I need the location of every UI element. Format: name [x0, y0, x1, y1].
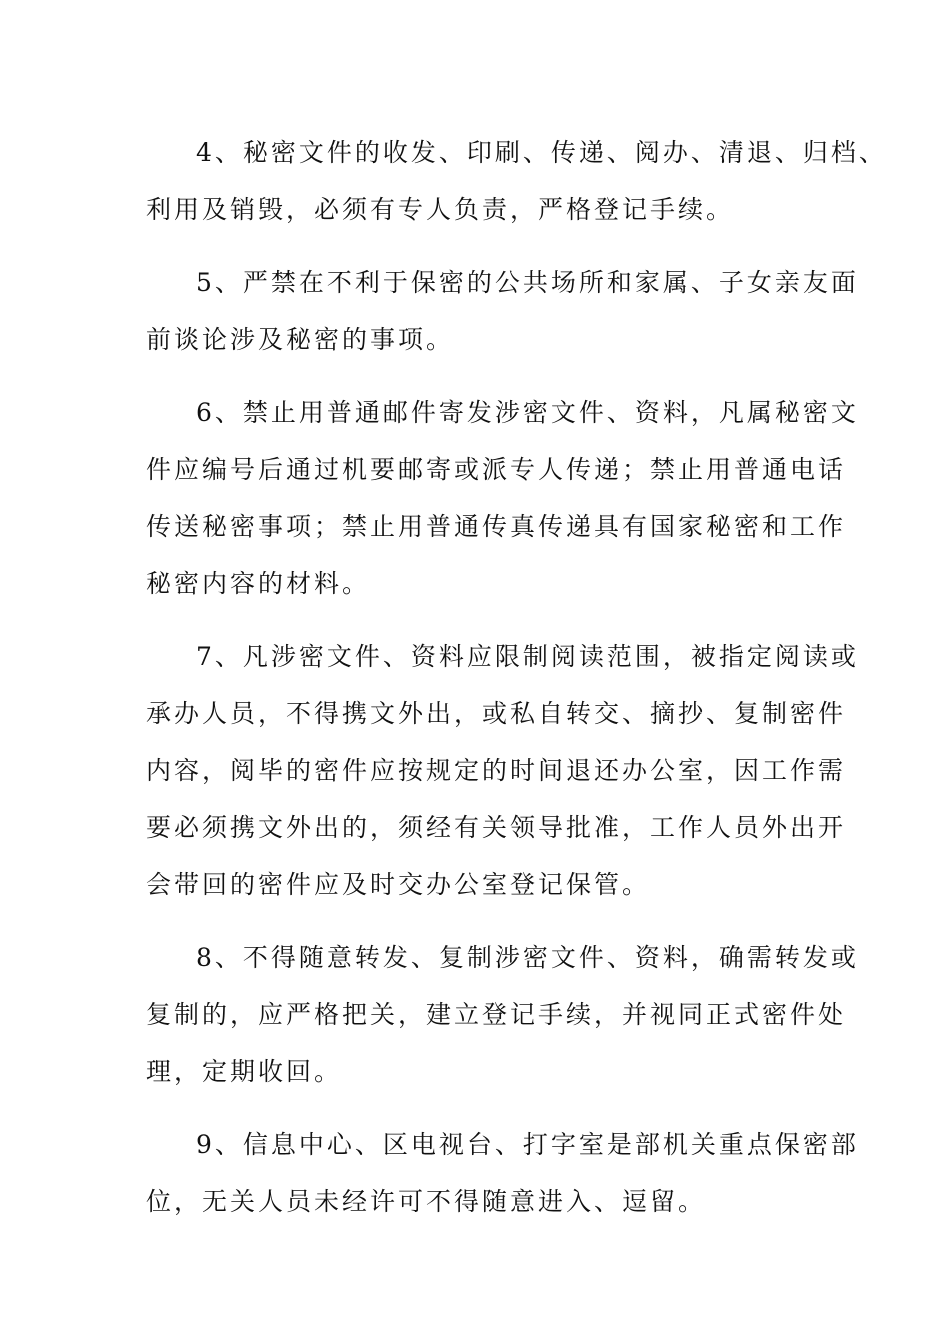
paragraph-item-8: [146, 929, 859, 1100]
paragraph-line: 8、不得随意转发、复制涉密文件、资料，确需转发或: [196, 943, 859, 972]
paragraph-line: 会带回的密件应及时交办公室登记保管。: [146, 870, 651, 899]
paragraph-line: 5、严禁在不利于保密的公共场所和家属、子女亲友面: [196, 268, 859, 297]
paragraph-item-4: [146, 124, 887, 238]
document-body: [146, 124, 887, 1230]
paragraph-line: 内容，阅毕的密件应按规定的时间退还办公室，因工作需: [146, 756, 847, 785]
paragraph-line: 位，无关人员未经许可不得随意进入、逗留。: [146, 1187, 707, 1216]
paragraph-line: 前谈论涉及秘密的事项。: [146, 325, 455, 354]
paragraph-line: 承办人员，不得携文外出，或私自转交、摘抄、复制密件: [146, 699, 847, 728]
paragraph-line: 理，定期收回。: [146, 1057, 343, 1086]
paragraph-line: 件应编号后通过机要邮寄或派专人传递；禁止用普通电话: [146, 455, 847, 484]
paragraph-item-9: [146, 1116, 859, 1230]
paragraph-line: 复制的，应严格把关，建立登记手续，并视同正式密件处: [146, 1000, 847, 1029]
paragraph-line: 秘密内容的材料。: [146, 569, 371, 598]
paragraph-line: 要必须携文外出的，须经有关领导批准，工作人员外出开: [146, 813, 847, 842]
paragraph-line: 利用及销毁，必须有专人负责，严格登记手续。: [146, 195, 735, 224]
paragraph-item-6: [146, 384, 859, 612]
paragraph-line: 4、秘密文件的收发、印刷、传递、阅办、清退、归档、: [196, 138, 887, 167]
paragraph-item-5: [146, 254, 859, 368]
paragraph-line: 7、凡涉密文件、资料应限制阅读范围，被指定阅读或: [196, 642, 859, 671]
paragraph-item-7: [146, 628, 859, 913]
paragraph-line: 9、信息中心、区电视台、打字室是部机关重点保密部: [196, 1130, 859, 1159]
paragraph-line: 传送秘密事项；禁止用普通传真传递具有国家秘密和工作: [146, 512, 847, 541]
paragraph-line: 6、禁止用普通邮件寄发涉密文件、资料，凡属秘密文: [196, 398, 859, 427]
